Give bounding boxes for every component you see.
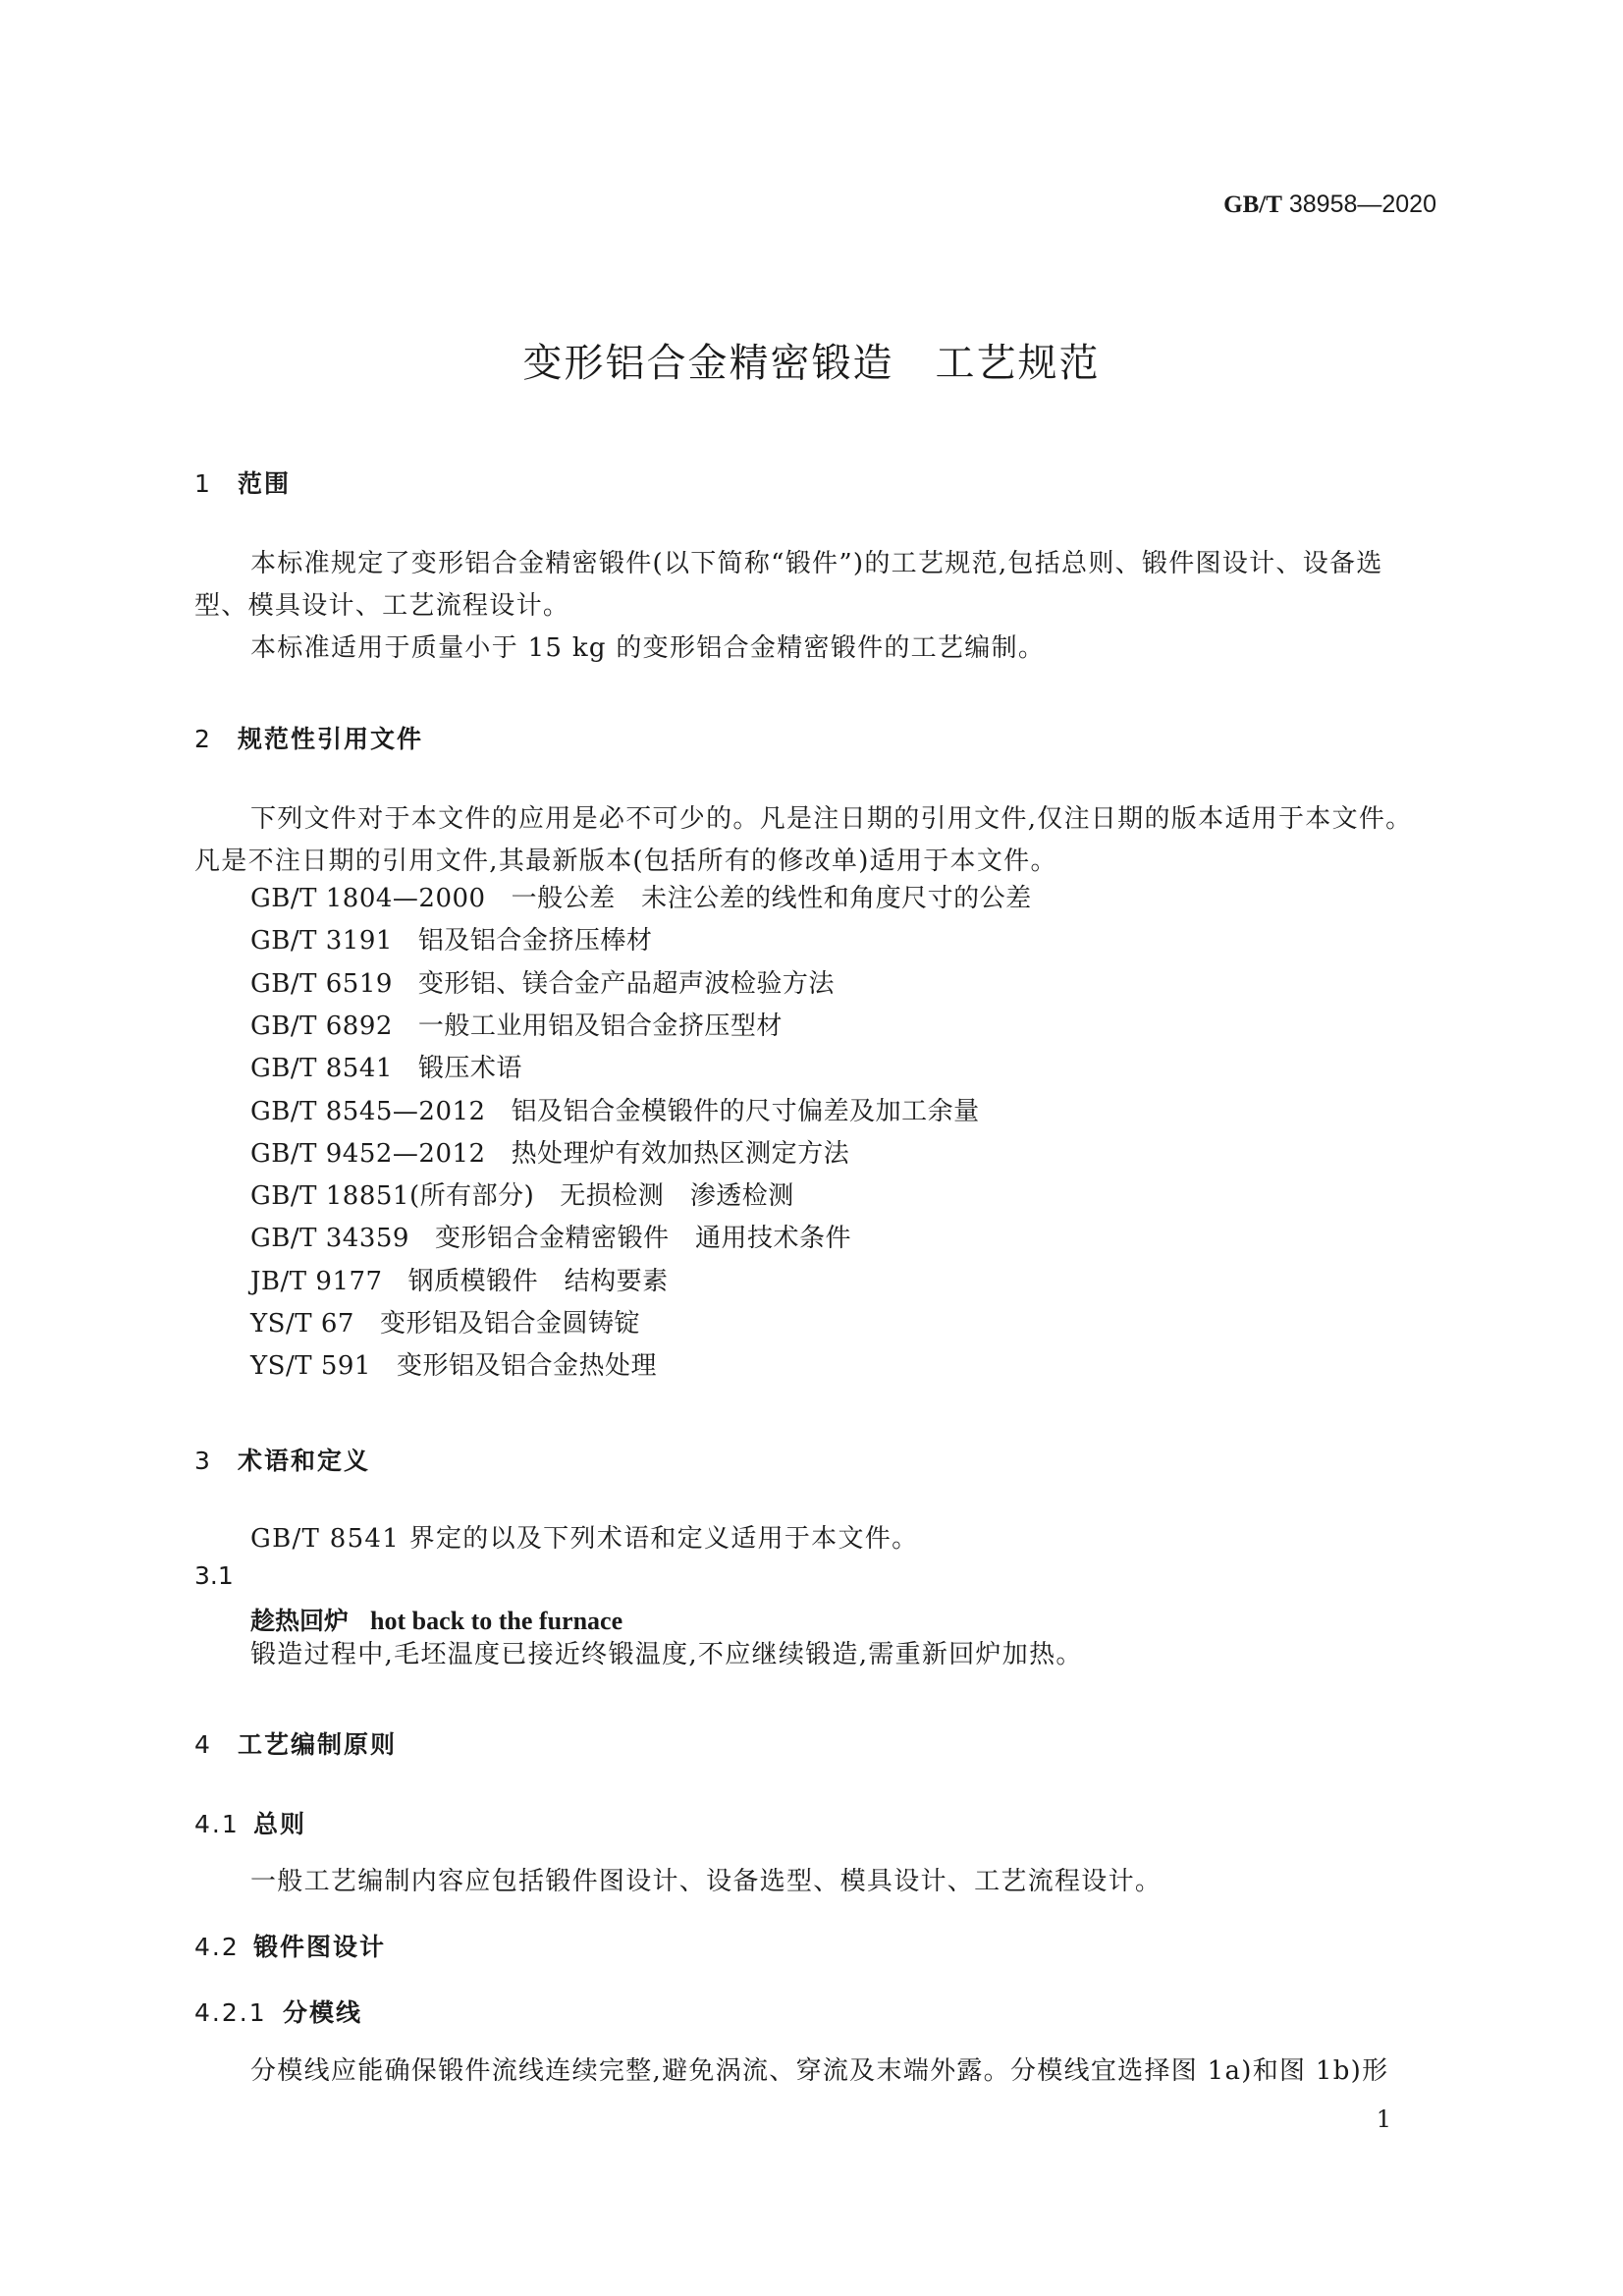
term-number: 3.1 <box>194 1561 234 1590</box>
section-heading-1 <box>194 465 291 500</box>
general-paragraph: 一般工艺编制内容应包括锻件图设计、设备选型、模具设计、工艺流程设计。 <box>250 1867 1163 1896</box>
term-chinese: 趁热回炉 <box>250 1607 350 1635</box>
section-title: 术语和定义 <box>238 1447 371 1475</box>
section-heading-2 <box>194 720 423 755</box>
section-title: 范围 <box>238 469 292 498</box>
parting-line-paragraph: 分模线应能确保锻件流线连续完整,避免涡流、穿流及末端外露。分模线宜选择图 1a)和图 1b)形 <box>250 2056 1389 2086</box>
reference-code: GB/T 6892 <box>250 1011 393 1041</box>
section-number: 4.2 <box>194 1933 240 1961</box>
term-definition: 锻造过程中,毛坯温度已接近终锻温度,不应继续锻造,需重新回炉加热。 <box>250 1640 1083 1669</box>
section-heading-4-2-1 <box>194 1994 362 2029</box>
reference-item <box>250 1048 522 1084</box>
reference-item <box>250 963 835 1000</box>
reference-title: 铝及铝合金挤压棒材 <box>417 926 653 956</box>
reference-code: GB/T 1804—2000 <box>250 884 486 913</box>
reference-title: 热处理炉有效加热区测定方法 <box>511 1139 850 1169</box>
reference-title: 锻压术语 <box>417 1054 522 1083</box>
normative-intro: 下列文件对于本文件的应用是必不可少的。凡是注日期的引用文件,仅注日期的版本适用于本文件。凡是不注日期的引用文件,其最新版本(包括所有的修改单)适用于本文件。 <box>194 804 1413 876</box>
reference-item <box>250 1006 783 1042</box>
reference-title: 变形铝合金精密锻件 通用技术条件 <box>434 1224 851 1253</box>
page-number: 1 <box>1376 2105 1391 2133</box>
reference-code: JB/T 9177 <box>250 1267 383 1296</box>
reference-code: GB/T 3191 <box>250 926 393 956</box>
section-number: 2 <box>194 725 212 753</box>
section-title: 总则 <box>253 1810 307 1838</box>
reference-code: GB/T 6519 <box>250 969 393 999</box>
scope-paragraph-1: 本标准规定了变形铝合金精密锻件(以下简称“锻件”)的工艺规范,包括总则、锻件图设计、设备选型、模具设计、工艺流程设计。 <box>194 549 1383 621</box>
reference-code: GB/T 8545—2012 <box>250 1097 486 1126</box>
section-title: 规范性引用文件 <box>238 725 424 753</box>
section-number: 1 <box>194 469 212 498</box>
reference-title: 变形铝、镁合金产品超声波检验方法 <box>417 969 835 999</box>
reference-code: GB/T 8541 <box>250 1054 393 1083</box>
reference-item <box>250 1175 794 1212</box>
section-heading-4 <box>194 1725 397 1761</box>
reference-code: YS/T 67 <box>250 1309 354 1339</box>
section-number: 4.1 <box>194 1810 240 1838</box>
reference-title: 变形铝及铝合金圆铸锭 <box>379 1309 640 1339</box>
reference-title: 无损检测 渗透检测 <box>560 1181 794 1211</box>
reference-title: 变形铝及铝合金热处理 <box>396 1351 657 1381</box>
section-heading-3 <box>194 1442 370 1477</box>
scope-paragraph-2: 本标准适用于质量小于 15 kg 的变形铝合金精密锻件的工艺编制。 <box>250 633 1046 663</box>
reference-code: YS/T 591 <box>250 1351 371 1381</box>
term-entry <box>250 1602 622 1637</box>
terms-intro: GB/T 8541 界定的以及下列术语和定义适用于本文件。 <box>250 1524 919 1554</box>
reference-code: GB/T 18851(所有部分) <box>250 1181 535 1211</box>
reference-item <box>250 878 1032 914</box>
reference-item <box>250 1133 849 1170</box>
section-heading-4-2 <box>194 1928 386 1963</box>
reference-title: 一般公差 未注公差的线性和角度尺寸的公差 <box>511 884 1032 913</box>
term-english: hot back to the furnace <box>370 1607 623 1635</box>
section-number: 3 <box>194 1447 212 1475</box>
standard-code: 38958—2020 <box>1288 191 1436 218</box>
reference-code: GB/T 9452—2012 <box>250 1139 486 1169</box>
reference-title: 一般工业用铝及铝合金挤压型材 <box>417 1011 783 1041</box>
section-number: 4.2.1 <box>194 1998 267 2027</box>
section-number: 4 <box>194 1730 212 1759</box>
reference-title: 钢质模锻件 结构要素 <box>407 1267 669 1296</box>
section-heading-4-1 <box>194 1805 306 1840</box>
reference-code: GB/T 34359 <box>250 1224 409 1253</box>
reference-title: 铝及铝合金模锻件的尺寸偏差及加工余量 <box>511 1097 980 1126</box>
document-title: 变形铝合金精密锻造 工艺规范 <box>522 341 1101 386</box>
standard-prefix: GB/T <box>1223 191 1282 218</box>
section-title: 锻件图设计 <box>253 1933 387 1961</box>
reference-item <box>250 1303 640 1339</box>
section-title: 分模线 <box>283 1998 363 2027</box>
reference-item <box>250 1091 980 1127</box>
standard-number <box>1223 191 1436 219</box>
reference-item <box>250 1218 851 1254</box>
reference-item <box>250 920 652 957</box>
reference-item <box>250 1261 669 1297</box>
section-title: 工艺编制原则 <box>238 1730 398 1759</box>
reference-item <box>250 1345 657 1382</box>
